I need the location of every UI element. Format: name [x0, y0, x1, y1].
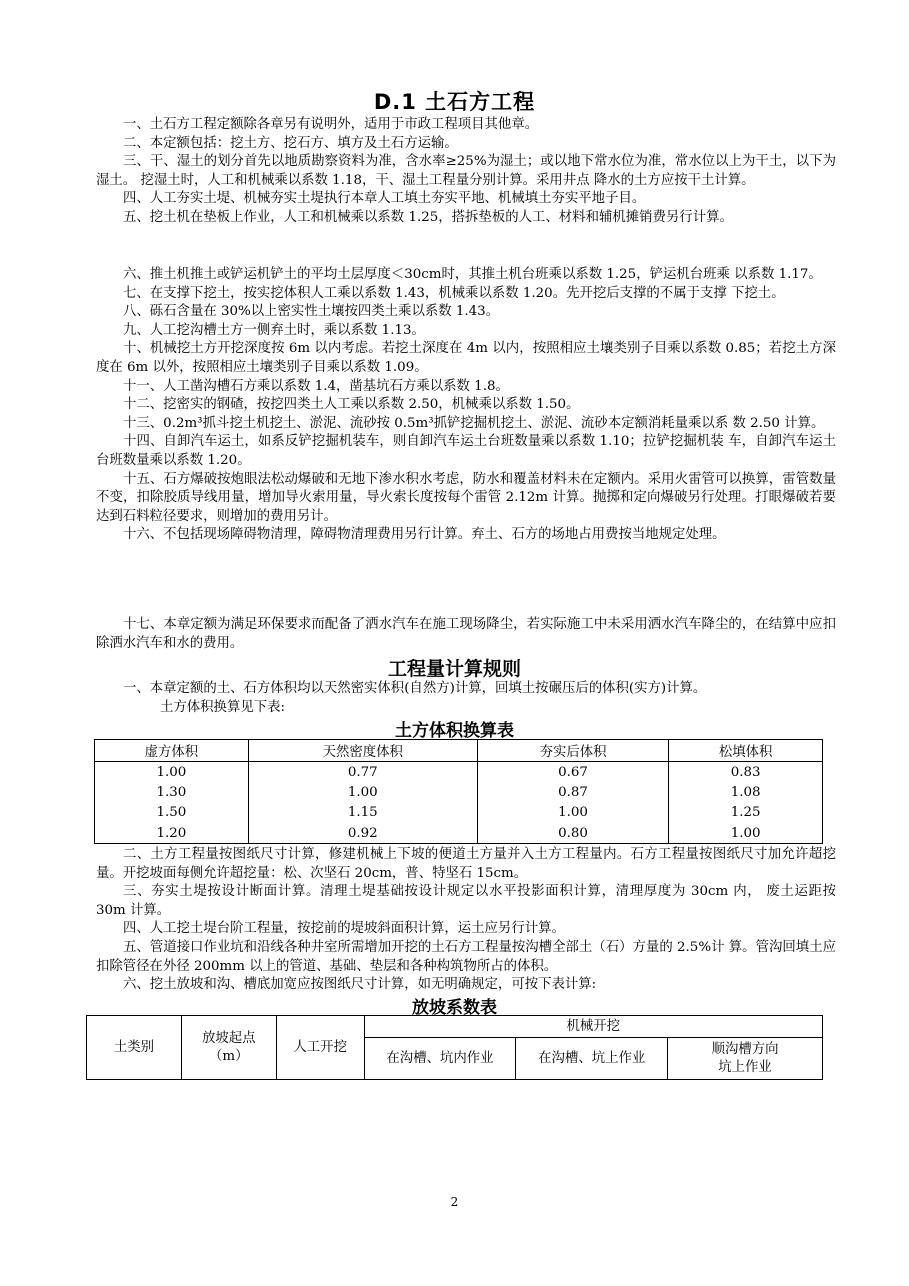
paragraph: 二、土方工程量按图纸尺寸计算，修建机械上下坡的便道土方量并入土方工程量内。石方工程量按图纸尺寸加允许超挖量。开挖坡面每侧允许超挖量：松、次坚石 20cm，普、特坚石 15cm。	[96, 847, 836, 881]
column-header: 天然密度体积	[248, 740, 477, 762]
table-cell: 1.00	[669, 823, 823, 844]
table-body	[95, 762, 823, 844]
table-cell: 1.00	[95, 762, 249, 783]
paragraph: 四、人工夯实土堤、机械夯实土堤执行本章人工填土夯实平地、机械填土夯实平地子目。	[123, 191, 646, 207]
table-cell: 0.92	[248, 823, 477, 844]
paragraph: 十七、本章定额为满足环保要求而配备了洒水汽车在施工现场降尘，若实际施工中未采用洒水汽车降尘的，在结算中应扣除洒水汽车和水的费用。	[96, 617, 836, 651]
table-row	[95, 803, 823, 823]
general-notes-block-b	[96, 266, 836, 545]
conversion-table-title: 土方体积换算表	[395, 721, 514, 741]
column-header-along	[668, 1038, 823, 1080]
table-cell: 1.15	[248, 803, 477, 823]
paragraph: 七、在支撑下挖土，按实挖体积人工乘以系数 1.43，机械乘以系数 1.20。先开挖后支撑的不属于支撑 下挖土。	[123, 285, 785, 301]
paragraph: 土方体积换算见下表:	[160, 699, 286, 715]
paragraph: 十四、自卸汽车运土，如系反铲挖掘机装车，则自卸汽车运土台班数量乘以系数 1.10；拉铲挖掘机装 车，自卸汽车运土台班数量乘以系数 1.20。	[96, 434, 836, 468]
column-header-start	[181, 1016, 276, 1080]
paragraph: 二、本定额包括：挖土方、挖石方、填方及土石方运输。	[123, 135, 458, 151]
table-cell: 1.30	[95, 782, 249, 802]
paragraph: 十六、不包括现场障碍物清理，障碍物清理费用另行计算。弃土、石方的场地占用费按当地规定处理。	[123, 527, 726, 543]
paragraph: 五、管道接口作业坑和沿线各种井室所需增加开挖的土石方工程量按沟槽全部土（石）方量的 2.5%计 算。管沟回填土应扣除管径在外径 200mm 以上的管道、基础、垫层和各种构筑物所占的体积。	[96, 939, 836, 974]
paragraph: 五、挖土机在垫板上作业，人工和机械乘以系数 1.25，搭拆垫板的人工、材料和辅机摊销费另行计算。	[123, 209, 733, 225]
paragraph: 六、挖土放坡和沟、槽底加宽应按图纸尺寸计算，如无明确规定，可按下表计算:	[123, 977, 597, 993]
table-cell: 0.83	[669, 762, 823, 783]
table-cell: 1.20	[95, 823, 249, 844]
paragraph: 十三、0.2m³抓斗挖土机挖土、淤泥、流砂按 0.5m³抓铲挖掘机挖土、淤泥、流砂本定额消耗量乘以系 数 2.50 计算。	[123, 415, 825, 431]
table-row	[95, 823, 823, 844]
table-cell: 1.25	[669, 803, 823, 823]
column-header-manual: 人工开挖	[276, 1016, 364, 1080]
general-notes-block-c	[96, 616, 836, 653]
paragraph: 三、干、湿土的划分首先以地质勘察资料为准，含水率≥25%为湿土；或以地下常水位为准，常水位以上为干土，以下为湿土。 挖湿土时，人工和机械乘以系数 1.18，干、湿土工程量分别计算。采用井点 降水的土方应按干土计算。	[96, 154, 836, 188]
column-header-machine: 机械开挖	[364, 1016, 822, 1038]
page-number: 2	[450, 1195, 459, 1209]
column-header-on-pit: 在沟槽、坑上作业	[516, 1038, 668, 1080]
paragraph: 一、本章定额的土、石方体积均以天然密实体积(自然方)计算，回填土按碾压后的体积(实方)计算。	[123, 681, 707, 696]
slope-table-title: 放坡系数表	[412, 998, 497, 1018]
rules-title: 工程量计算规则	[387, 658, 521, 680]
column-header: 虚方体积	[95, 740, 249, 762]
paragraph: 三、夯实土堤按设计断面计算。清理土堤基础按设计规定以水平投影面积计算，清理厚度为 30cm 内， 废土运距按 30m 计算。	[96, 884, 836, 918]
column-header-start-label: 放坡起点（m）	[202, 1030, 256, 1064]
paragraph: 四、人工挖土堤台阶工程量，按挖前的堤坡斜面积计算，运土应另行计算。	[123, 921, 565, 937]
table-header-row	[95, 740, 823, 762]
table-cell: 1.00	[477, 803, 668, 823]
rules-intro	[96, 680, 836, 717]
column-header: 夯实后体积	[477, 740, 668, 762]
table-row	[95, 762, 823, 783]
column-header-soil: 土类别	[87, 1016, 182, 1080]
table-cell: 0.87	[477, 782, 668, 802]
table-cell: 0.80	[477, 823, 668, 844]
table-header-row	[87, 1016, 823, 1038]
table-cell: 1.50	[95, 803, 249, 823]
paragraph: 一、土石方工程定额除各章另有说明外，适用于市政工程项目其他章。	[123, 117, 539, 132]
paragraph: 十五、石方爆破按炮眼法松动爆破和无地下渗水积水考虑，防水和覆盖材料未在定额内。采用火雷管可以换算，雷管数量不变，扣除胶质导线用量，增加导火索用量，导火索长度按每个雷管 2.12m 计算。抛掷和定向爆破另行处理。打眼爆破若要达到石料粒径要求，则增加的费用另计。	[96, 471, 836, 524]
column-header: 松填体积	[669, 740, 823, 762]
paragraph: 九、人工挖沟槽土方一侧弃土时，乘以系数 1.13。	[123, 322, 425, 338]
paragraph: 十一、人工凿沟槽石方乘以系数 1.4，凿基坑石方乘以系数 1.8。	[123, 378, 509, 394]
paragraph: 十、机械挖土方开挖深度按 6m 以内考虑。若挖土深度在 4m 以内，按照相应土壤类别子目乘以系数 0.85；若挖土方深度在 6m 以外，按照相应土壤类别子目乘以系数 1.09。	[96, 341, 836, 375]
paragraph: 八、砾石含量在 30%以上密实性土壤按四类土乘以系数 1.43。	[123, 304, 500, 320]
table-cell: 0.77	[248, 762, 477, 783]
table-cell: 0.67	[477, 762, 668, 783]
page-title: D.1 土石方工程	[373, 90, 536, 114]
paragraph: 六、推土机推土或铲运机铲土的平均土层厚度＜30cm时，其推土机台班乘以系数 1.25，铲运机台班乘 以系数 1.17。	[123, 267, 822, 282]
general-notes-block-a	[96, 116, 836, 228]
table-cell: 1.00	[248, 782, 477, 802]
paragraph: 十二、挖密实的钢碴，按挖四类土人工乘以系数 2.50，机械乘以系数 1.50。	[123, 397, 580, 413]
table-cell: 1.08	[669, 782, 823, 802]
rules-more-block	[96, 846, 836, 995]
slope-coefficient-table	[86, 1015, 823, 1080]
column-header-in-pit: 在沟槽、坑内作业	[364, 1038, 516, 1080]
table-row	[95, 782, 823, 802]
volume-conversion-table	[94, 739, 823, 844]
column-header-along-label: 顺沟槽方向坑上作业	[711, 1041, 779, 1075]
